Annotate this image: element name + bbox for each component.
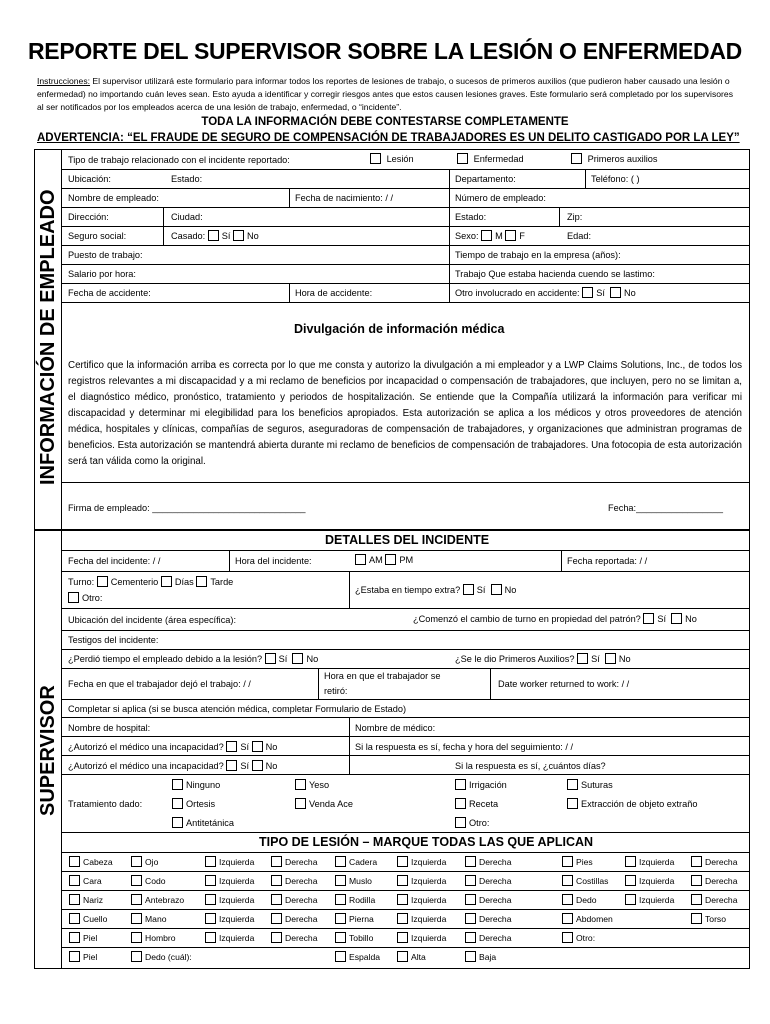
instructions — [37, 75, 737, 114]
autorizo2-field: ¿Autorizó el médico una incapacidad? Sí No — [68, 761, 278, 771]
injury-checkbox[interactable] — [465, 894, 476, 905]
injury-option[interactable] — [271, 856, 317, 868]
cuantos-dias-field[interactable]: Si la respuesta es sí, ¿cuántos días? — [455, 761, 606, 771]
injury-option[interactable] — [465, 894, 511, 906]
injury-checkbox[interactable] — [625, 856, 636, 867]
extra-si-checkbox[interactable] — [463, 584, 474, 595]
primeros-checkbox[interactable] — [571, 153, 582, 164]
injury-label: Izquierda — [639, 857, 675, 867]
injury-checkbox[interactable] — [271, 932, 282, 943]
injury-label: Derecha — [285, 895, 318, 905]
injury-option[interactable] — [397, 875, 446, 887]
ciudad-field[interactable]: Ciudad: — [171, 212, 203, 222]
injury-label: Baja — [479, 952, 497, 962]
injury-option[interactable] — [271, 913, 317, 925]
injury-option[interactable] — [69, 932, 97, 944]
injury-checkbox[interactable] — [465, 875, 476, 886]
injury-checkbox[interactable] — [691, 894, 702, 905]
injury-label: Derecha — [285, 876, 318, 886]
injury-label: Abdomen — [576, 914, 613, 924]
injury-checkbox[interactable] — [69, 932, 80, 943]
injury-option[interactable] — [691, 875, 737, 887]
employee-side-label: INFORMACIÓN DE EMPLEADO — [37, 189, 59, 485]
injury-label: Codo — [145, 876, 166, 886]
primeros-no-checkbox[interactable] — [605, 653, 616, 664]
injury-checkbox[interactable] — [335, 913, 346, 924]
autorizo1-no-checkbox[interactable] — [252, 741, 263, 752]
injury-label: Derecha — [285, 857, 318, 867]
injury-option[interactable] — [691, 856, 737, 868]
injury-option[interactable] — [562, 913, 613, 925]
sexo-f-checkbox[interactable] — [505, 230, 516, 241]
departamento-field[interactable]: Departamento: — [455, 174, 516, 184]
employee-side-label-box — [35, 150, 62, 530]
injury-checkbox[interactable] — [271, 894, 282, 905]
injury-checkbox[interactable] — [691, 913, 702, 924]
irrigacion-checkbox[interactable] — [455, 779, 466, 790]
tratamiento-otro-option[interactable]: Otro: — [455, 817, 489, 829]
injury-option[interactable] — [205, 856, 254, 868]
hora-incidente-field[interactable]: Hora del incidente: — [235, 556, 312, 566]
injury-option[interactable] — [271, 894, 317, 906]
injury-label: Izquierda — [411, 876, 447, 886]
injury-label: Izquierda — [219, 876, 255, 886]
injury-checkbox[interactable] — [69, 913, 80, 924]
injury-option[interactable] — [397, 856, 446, 868]
injury-option[interactable] — [69, 951, 97, 963]
injury-option[interactable] — [131, 913, 167, 925]
completar-note: Completar si aplica (si se busca atención médica, completar Formulario de Estado) — [68, 704, 407, 714]
injury-option[interactable] — [335, 856, 377, 868]
extra-no-checkbox[interactable] — [491, 584, 502, 595]
injury-option[interactable] — [562, 875, 608, 887]
form-title: REPORTE DEL SUPERVISOR SOBRE LA LESIÓN O ENFERMEDAD — [28, 38, 742, 64]
tiempo-field[interactable]: Tiempo de trabajo en la empresa (años): — [455, 250, 621, 260]
injury-option[interactable] — [69, 913, 107, 925]
autorizo1-si-checkbox[interactable] — [226, 741, 237, 752]
fecha-accidente-field[interactable]: Fecha de accidente: — [68, 288, 151, 298]
fecha-reportada-field[interactable]: Fecha reportada: / / — [567, 556, 648, 566]
injury-checkbox[interactable] — [397, 951, 408, 962]
injury-checkbox[interactable] — [397, 894, 408, 905]
injury-label: Izquierda — [411, 914, 447, 924]
injury-option[interactable] — [205, 913, 254, 925]
injury-label: Tobillo — [349, 933, 374, 943]
lesion-option[interactable]: Lesión — [370, 153, 414, 165]
perdio-no-checkbox[interactable] — [292, 653, 303, 664]
injury-checkbox[interactable] — [397, 875, 408, 886]
injury-label: Mano — [145, 914, 167, 924]
ubicacion-field[interactable]: Ubicación: — [68, 174, 111, 184]
injury-option[interactable] — [205, 894, 254, 906]
injury-label: Espalda — [349, 952, 381, 962]
injury-option[interactable] — [562, 894, 597, 906]
injury-label: Izquierda — [219, 933, 255, 943]
injury-checkbox[interactable] — [205, 894, 216, 905]
ninguno-option[interactable]: Ninguno — [172, 779, 220, 791]
injury-checkbox[interactable] — [69, 856, 80, 867]
otro-involucrado-field: Otro involucrado en accidente: Sí No — [455, 288, 636, 298]
injury-label: Costillas — [576, 876, 609, 886]
injury-checkbox[interactable] — [131, 913, 142, 924]
autorizo1-field: ¿Autorizó el médico una incapacidad? Sí No — [68, 742, 278, 752]
injury-label: Izquierda — [411, 933, 447, 943]
injury-label: Torso — [705, 914, 727, 924]
injury-label: Izquierda — [219, 857, 255, 867]
disclosure-text: Certifico que la información arriba es correcta por lo que me consta y autorizo la divulgación a mi empleador y a LWP Claims Solutions, Inc., de todos los registros relevantes a mi discapacidad y a mi reclamo de beneficios por incapacidad o compensación de trabajadores, que incluyen, pero no se limitan a, el diagnóstico médico, pronóstico, tratamiento y periodos de hospitalización. Se entiende que la Compañía utilizará la información para verificar mi discapacidad y determinar mi elegibilidad para los beneficios apropiados. Esta autorización se aplica a los médicos y otros proveedores de atención médica, hospitales y clínicas, compañías de seguros, aseguradoras de compensación de trabajadores, y organizaciones que administran programas de beneficios. Esta autorización se mantendrá abierta durante mi reclamo de beneficios de compensación de trabajadores. Una fotocopia de esta autorización será tan válida como la original. — [68, 360, 742, 467]
puesto-field[interactable]: Puesto de trabajo: — [68, 250, 143, 260]
hospital-field[interactable]: Nombre de hospital: — [68, 723, 151, 733]
lesion-checkbox[interactable] — [370, 153, 381, 164]
injury-label: Antebrazo — [145, 895, 185, 905]
injury-checkbox[interactable] — [335, 856, 346, 867]
employee-section — [34, 149, 750, 531]
injury-option[interactable] — [271, 932, 317, 944]
tarde-checkbox[interactable] — [196, 576, 207, 587]
injury-checkbox[interactable] — [131, 894, 142, 905]
dias-checkbox[interactable] — [161, 576, 172, 587]
injury-checkbox[interactable] — [69, 875, 80, 886]
warning-heading: ADVERTENCIA: “EL FRAUDE DE SEGURO DE COMPENSACIÓN DE TRABAJADORES ES UN DELITO CASTIGADO POR LA LEY” — [37, 132, 740, 144]
edad-field[interactable]: Edad: — [567, 231, 592, 241]
injury-checkbox[interactable] — [691, 875, 702, 886]
suturas-option[interactable]: Suturas — [567, 779, 613, 791]
tratamiento-label: Tratamiento dado: — [68, 799, 143, 809]
injury-label: Cadera — [349, 857, 378, 867]
injury-label: Izquierda — [219, 895, 255, 905]
injury-checkbox[interactable] — [465, 951, 476, 962]
injury-label: Derecha — [705, 895, 738, 905]
firma-field[interactable]: Firma de empleado: ______________________________ — [68, 503, 306, 513]
injury-label: Pies — [576, 857, 593, 867]
injury-option[interactable] — [625, 894, 674, 906]
injury-option[interactable] — [465, 875, 511, 887]
injury-label: Alta — [411, 952, 426, 962]
injury-option[interactable] — [131, 894, 184, 906]
ninguno-checkbox[interactable] — [172, 779, 183, 790]
antitetanica-option[interactable]: Antitetánica — [172, 817, 234, 829]
injury-checkbox[interactable] — [271, 856, 282, 867]
injury-option[interactable] — [397, 951, 426, 963]
injury-label: Izquierda — [411, 857, 447, 867]
injury-label: Piel — [83, 952, 98, 962]
receta-checkbox[interactable] — [455, 798, 466, 809]
injury-checkbox[interactable] — [562, 932, 573, 943]
sexo-field: Sexo: M F — [455, 231, 525, 241]
sexo-m-checkbox[interactable] — [481, 230, 492, 241]
testigos-field[interactable]: Testigos del incidente: — [68, 635, 159, 645]
instructions-label: Instrucciones: — [37, 76, 91, 86]
injury-checkbox[interactable] — [205, 913, 216, 924]
injury-label: Ojo — [145, 857, 159, 867]
injury-label: Derecha — [285, 914, 318, 924]
turno-otro-field: Otro: — [68, 592, 102, 604]
tiempo-extra-field: ¿Estaba en tiempo extra? Sí No — [355, 585, 517, 595]
nombre-field[interactable]: Nombre de empleado: — [68, 193, 159, 203]
injury-option[interactable] — [205, 932, 254, 944]
work-type-label: Tipo de trabajo relacionado con el incidente reportado: — [68, 155, 290, 165]
injury-option[interactable] — [335, 932, 373, 944]
injury-option[interactable] — [625, 856, 674, 868]
receta-option[interactable]: Receta — [455, 798, 498, 810]
injury-checkbox[interactable] — [335, 894, 346, 905]
injury-checkbox[interactable] — [205, 875, 216, 886]
injury-label: Otro: — [576, 933, 596, 943]
injury-checkbox[interactable] — [271, 913, 282, 924]
injury-checkbox[interactable] — [69, 894, 80, 905]
injury-option[interactable] — [335, 875, 372, 887]
injury-label: Hombro — [145, 933, 176, 943]
perdio-si-checkbox[interactable] — [265, 653, 276, 664]
casado-field: Casado: Sí No — [171, 231, 259, 241]
am-pm-options: AM PM — [355, 554, 413, 566]
injury-option[interactable] — [131, 875, 166, 887]
injury-label: Izquierda — [411, 895, 447, 905]
injury-checkbox[interactable] — [131, 951, 142, 962]
injury-checkbox[interactable] — [205, 856, 216, 867]
telefono-field[interactable]: Teléfono: ( ) — [591, 174, 640, 184]
injury-label: Pierna — [349, 914, 374, 924]
otro-no-checkbox[interactable] — [610, 287, 621, 298]
cementerio-checkbox[interactable] — [97, 576, 108, 587]
fecha-firma-field[interactable]: Fecha:_________________ — [608, 503, 723, 513]
enfermedad-option[interactable]: Enfermedad — [457, 153, 524, 165]
injury-label: Piel — [83, 933, 98, 943]
nacimiento-field[interactable]: Fecha de nacimiento: / / — [295, 193, 394, 203]
primeros-si-checkbox[interactable] — [577, 653, 588, 664]
injury-option[interactable] — [465, 932, 511, 944]
injury-label: Derecha — [705, 857, 738, 867]
injury-option[interactable] — [69, 875, 102, 887]
zip-field[interactable]: Zip: — [567, 212, 583, 222]
salario-field[interactable]: Salario por hora: — [68, 269, 136, 279]
injury-checkbox[interactable] — [271, 875, 282, 886]
injury-option[interactable] — [691, 913, 726, 925]
injury-option[interactable] — [69, 894, 103, 906]
injury-option[interactable] — [397, 932, 446, 944]
injury-checkbox[interactable] — [465, 913, 476, 924]
venda-option[interactable]: Venda Ace — [295, 798, 353, 810]
otro-si-checkbox[interactable] — [582, 287, 593, 298]
supervisor-side-label-box — [35, 530, 62, 968]
ortesis-option[interactable]: Ortesis — [172, 798, 215, 810]
injury-option[interactable] — [465, 856, 511, 868]
yeso-checkbox[interactable] — [295, 779, 306, 790]
injury-checkbox[interactable] — [465, 932, 476, 943]
injury-checkbox[interactable] — [335, 875, 346, 886]
autorizo2-si-checkbox[interactable] — [226, 760, 237, 771]
injury-checkbox[interactable] — [335, 951, 346, 962]
injury-label: Derecha — [479, 895, 512, 905]
seguro-field[interactable]: Seguro social: — [68, 231, 127, 241]
fecha-incidente-field[interactable]: Fecha del incidente: / / — [68, 556, 161, 566]
injury-label: Cabeza — [83, 857, 113, 867]
injury-option[interactable] — [562, 932, 595, 944]
supervisor-section — [34, 529, 750, 969]
injury-checkbox[interactable] — [562, 856, 573, 867]
injury-label: Izquierda — [639, 895, 675, 905]
cambio-turno-field: ¿Comenzó el cambio de turno en propiedad del patrón? Sí No — [413, 614, 697, 624]
injury-checkbox[interactable] — [397, 856, 408, 867]
disclosure-title: Divulgación de información médica — [294, 322, 505, 336]
pm-checkbox[interactable] — [385, 554, 396, 565]
primeros-option[interactable]: Primeros auxilios — [571, 153, 658, 165]
injury-option[interactable] — [131, 951, 192, 963]
injury-label: Izquierda — [639, 876, 675, 886]
injury-option[interactable] — [335, 894, 375, 906]
ubicacion-incidente-field[interactable]: Ubicación del incidente (área específica): — [68, 615, 237, 625]
fecha-dejo-field[interactable]: Fecha en que el trabajador dejó el trabajo: / / — [68, 679, 251, 689]
injury-label: Derecha — [479, 914, 512, 924]
injury-option[interactable] — [131, 856, 158, 868]
perdio-tiempo-field: ¿Perdió tiempo el empleado debido a la lesión? Sí No — [68, 654, 319, 664]
injury-checkbox[interactable] — [131, 875, 142, 886]
injury-option[interactable] — [397, 894, 446, 906]
injury-checkbox[interactable] — [397, 932, 408, 943]
injury-option[interactable] — [335, 951, 380, 963]
date-returned-field[interactable]: Date worker returned to work: / / — [498, 679, 630, 689]
turno-otro-checkbox[interactable] — [68, 592, 79, 603]
autorizo2-no-checkbox[interactable] — [252, 760, 263, 771]
injury-checkbox[interactable] — [335, 932, 346, 943]
injury-option[interactable] — [465, 951, 496, 963]
extraccion-checkbox[interactable] — [567, 798, 578, 809]
injury-option[interactable] — [271, 875, 317, 887]
injury-checkbox[interactable] — [562, 913, 573, 924]
injury-checkbox[interactable] — [562, 875, 573, 886]
yeso-option[interactable]: Yeso — [295, 779, 329, 791]
injury-option[interactable] — [562, 856, 593, 868]
injury-label: Derecha — [479, 933, 512, 943]
numero-field[interactable]: Número de empleado: — [455, 193, 546, 203]
injury-label: Cuello — [83, 914, 108, 924]
ortesis-checkbox[interactable] — [172, 798, 183, 809]
injury-checkbox[interactable] — [397, 913, 408, 924]
injury-option[interactable] — [335, 913, 374, 925]
casado-no-checkbox[interactable] — [233, 230, 244, 241]
injury-title: TIPO DE LESIÓN – MARQUE TODAS LAS QUE APLICAN — [259, 835, 594, 849]
tratamiento-otro-checkbox[interactable] — [455, 817, 466, 828]
turno-field: Turno: Cementerio Días Tarde — [68, 577, 234, 587]
injury-label: Izquierda — [219, 914, 255, 924]
venda-checkbox[interactable] — [295, 798, 306, 809]
injury-checkbox[interactable] — [691, 856, 702, 867]
injury-checkbox[interactable] — [625, 894, 636, 905]
injury-checkbox[interactable] — [69, 951, 80, 962]
injury-option[interactable] — [465, 913, 511, 925]
injury-label: Derecha — [285, 933, 318, 943]
instructions-text: El supervisor utilizará este formulario para informar todos los reportes de lesiones de trabajo, o sucesos de primeros auxilios (que pudieron haber causado una lesión o enfermedad) no importando cuán leves sean. Esto ayuda a identificar y corregir riesgos antes que estos causen lesiones graves. Este formulario será completado por los supervisores al ser notificados por los empleados acerca de una lesión de trabajo, enfermedad, o “incidente”. — [37, 76, 733, 112]
hora-retiro-line2[interactable]: retiró: — [324, 686, 348, 696]
casado-si-checkbox[interactable] — [208, 230, 219, 241]
medico-field[interactable]: Nombre de médico: — [355, 723, 436, 733]
seguimiento-field[interactable]: Si la respuesta es sí, fecha y hora del seguimiento: / / — [355, 742, 574, 752]
enfermedad-checkbox[interactable] — [457, 153, 468, 164]
injury-label: Rodilla — [349, 895, 376, 905]
cambio-no-checkbox[interactable] — [671, 613, 682, 624]
direccion-field[interactable]: Dirección: — [68, 212, 109, 222]
injury-option[interactable] — [691, 894, 737, 906]
injury-label: Cara — [83, 876, 102, 886]
injury-option[interactable] — [131, 932, 176, 944]
injury-label: Dedo (cuál): — [145, 952, 192, 962]
primeros-auxilios-field: ¿Se le dio Primeros Auxilios? Sí No — [455, 654, 631, 664]
hora-accidente-field[interactable]: Hora de accidente: — [295, 288, 373, 298]
injury-label: Derecha — [705, 876, 738, 886]
injury-label: Derecha — [479, 876, 512, 886]
antitetanica-checkbox[interactable] — [172, 817, 183, 828]
injury-checkbox[interactable] — [625, 875, 636, 886]
injury-option[interactable] — [69, 856, 113, 868]
estado-field[interactable]: Estado: — [171, 174, 203, 184]
supervisor-side-label: SUPERVISOR — [37, 685, 59, 816]
injury-checkbox[interactable] — [465, 856, 476, 867]
injury-label: Dedo — [576, 895, 597, 905]
suturas-checkbox[interactable] — [567, 779, 578, 790]
injury-option[interactable] — [397, 913, 446, 925]
irrigacion-option[interactable]: Irrigación — [455, 779, 507, 791]
trabajo-que-field[interactable]: Trabajo Que estaba hacienda cuendo se lastimo: — [455, 269, 655, 279]
injury-label: Muslo — [349, 876, 372, 886]
am-checkbox[interactable] — [355, 554, 366, 565]
injury-checkbox[interactable] — [131, 932, 142, 943]
injury-option[interactable] — [625, 875, 674, 887]
extraccion-option[interactable]: Extracción de objeto extraño — [567, 798, 697, 810]
cambio-si-checkbox[interactable] — [643, 613, 654, 624]
details-title: DETALLES DEL INCIDENTE — [325, 533, 490, 547]
estado2-field[interactable]: Estado: — [455, 212, 487, 222]
injury-checkbox[interactable] — [131, 856, 142, 867]
injury-label: Nariz — [83, 895, 104, 905]
injury-option[interactable] — [205, 875, 254, 887]
injury-checkbox[interactable] — [205, 932, 216, 943]
notice-heading: TODA LA INFORMACIÓN DEBE CONTESTARSE COMPLETAMENTE — [201, 116, 569, 128]
injury-checkbox[interactable] — [562, 894, 573, 905]
hora-retiro-line1[interactable]: Hora en que el trabajador se — [324, 671, 441, 681]
injury-label: Derecha — [479, 857, 512, 867]
